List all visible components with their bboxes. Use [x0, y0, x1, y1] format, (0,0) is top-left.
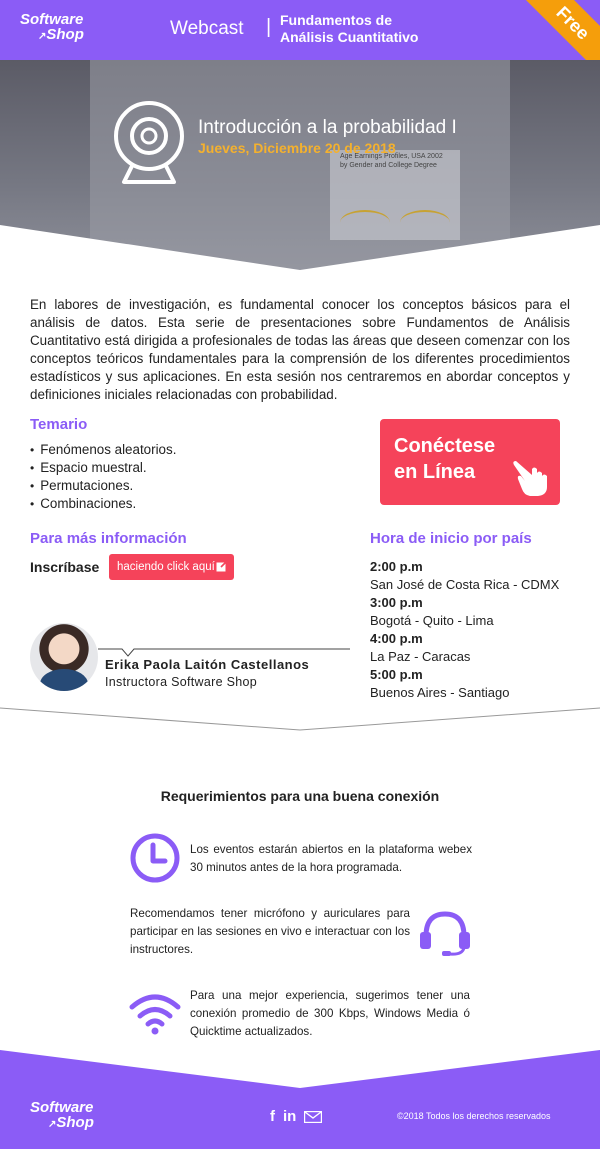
wifi-icon — [128, 993, 182, 1035]
webinar-date: Jueves, Diciembre 20 de 2018 — [198, 140, 396, 156]
headset-icon — [418, 908, 472, 958]
footer-logo-line2: Shop — [56, 1114, 94, 1131]
temario-title: Temario — [30, 416, 88, 433]
requirement-text: Recomendamos tener micrófono y auriculares para participar en las sesiones en vivo e interactuar con los instructores. — [130, 907, 410, 956]
webinar-title: Introducción a la probabilidad I — [198, 117, 457, 138]
footer-logo-line1: Software — [30, 1099, 94, 1116]
series-title-line2: Análisis Cuantitativo — [280, 29, 419, 45]
series-title — [280, 12, 418, 46]
hand-pointer-icon — [510, 455, 552, 499]
schedule-places: Buenos Aires - Santiago — [370, 685, 510, 700]
requirements-title: Requerimientos para una buena conexión — [160, 788, 440, 804]
webcast-label: Webcast — [170, 18, 244, 39]
schedule-places: La Paz - Caracas — [370, 649, 471, 664]
temario-item: • Combinaciones. — [30, 495, 176, 513]
external-link-icon — [216, 560, 228, 572]
software-shop-logo[interactable] — [20, 12, 84, 44]
connect-online-line1: Conéctese — [394, 435, 496, 457]
logo-arrow-icon: ↗ — [38, 31, 47, 42]
requirement-text: Los eventos estarán abiertos en la plataforma webex 30 minutos antes de la hora programada. — [190, 843, 472, 874]
schedule-title: Hora de inicio por país — [370, 530, 532, 547]
header-separator: | — [266, 16, 272, 38]
mail-icon[interactable] — [304, 1111, 322, 1123]
schedule-list — [370, 558, 559, 702]
avatar-shoulders — [40, 669, 88, 691]
social-links — [270, 1108, 322, 1125]
logo-line2: Shop — [46, 26, 84, 43]
footer-logo[interactable] — [30, 1100, 94, 1132]
register-button[interactable] — [109, 554, 234, 580]
schedule-time: 5:00 p.m — [370, 667, 423, 682]
schedule-time: 3:00 p.m — [370, 595, 423, 610]
facebook-icon[interactable]: f — [270, 1108, 275, 1125]
register-button-label: haciendo click aquí — [117, 561, 215, 573]
schedule-places: San José de Costa Rica - CDMX — [370, 577, 560, 592]
instructor-name: Erika Paola Laitón Castellanos — [105, 657, 310, 672]
logo-arrow-icon: ↗ — [48, 1119, 57, 1130]
schedule-time: 2:00 p.m — [370, 559, 423, 574]
requirement-text: Para una mejor experiencia, sugerimos tener una conexión promedio de 300 Kbps, Windows Media ó Quicktime actualizados. — [190, 989, 470, 1038]
intro-paragraph: En labores de investigación, es fundamental conocer los conceptos básicos para el análisis de datos. Esta serie de presentaciones sobre Fundamentos de Análisis Cuantitativo está dirigida a profesionales de todas las áreas que deseen comenzar con los conceptos teóricos fundamentales para la comprensión de los diferentes procedimientos estadísticos y sus aplicaciones. En esta sesión nos centraremos en abordar conceptos y definiciones iniciales relacionadas con probabilidad. — [30, 297, 570, 402]
copyright: ©2018 Todos los derechos reservados — [397, 1111, 551, 1121]
connect-online-line2: en Línea — [394, 461, 476, 483]
more-info-title: Para más información — [30, 530, 187, 547]
connect-online-button[interactable] — [380, 419, 560, 505]
schedule-places: Bogotá - Quito - Lima — [370, 613, 494, 628]
clock-icon — [129, 832, 181, 884]
schedule-time: 4:00 p.m — [370, 631, 423, 646]
logo-line1: Software — [20, 11, 84, 28]
temario-item: • Fenómenos aleatorios. — [30, 441, 176, 459]
instructor-avatar — [30, 623, 98, 691]
inscribase-label: Inscríbase — [30, 559, 100, 575]
series-title-line1: Fundamentos de — [280, 12, 393, 28]
webcam-icon — [110, 98, 188, 186]
hero-bg-text2: by Gender and College Degree — [340, 162, 437, 169]
hero-bg-text1: Age Earnings Profiles, USA 2002 — [340, 153, 443, 160]
linkedin-icon[interactable]: in — [283, 1108, 297, 1125]
free-badge: Free — [522, 0, 600, 60]
hero-bottom-wedge — [0, 225, 600, 275]
header — [0, 0, 600, 60]
section-divider — [0, 704, 600, 734]
connect-online-label — [394, 433, 495, 485]
temario-item: • Permutaciones. — [30, 477, 176, 495]
temario-list — [30, 441, 176, 513]
temario-item: • Espacio muestral. — [30, 459, 176, 477]
instructor-role: Instructora Software Shop — [105, 675, 258, 689]
